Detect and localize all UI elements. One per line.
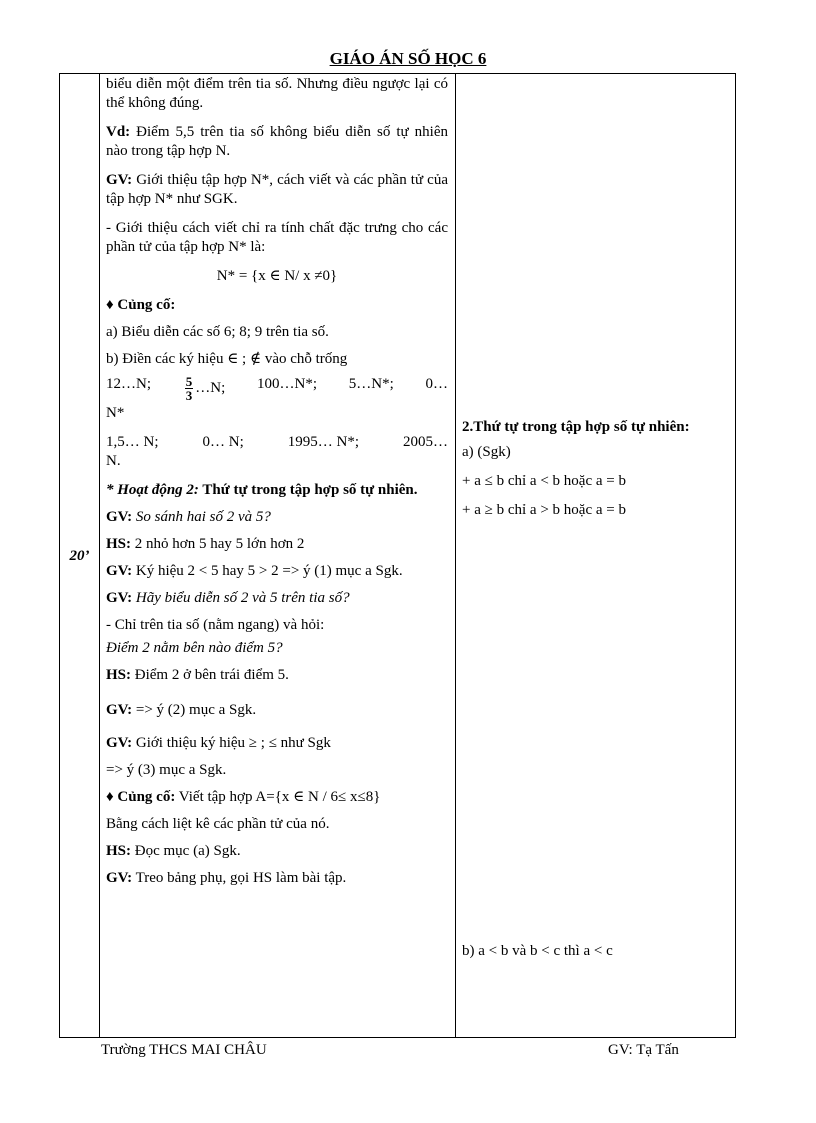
exercise-b: b) Điền các ký hiệu ∈ ; ∉ vào chỗ trống xyxy=(106,351,348,367)
vd-text: Điểm 5,5 trên tia số không biểu diễn số tự nhiên nào trong tập hợp N. xyxy=(106,124,448,159)
exercise-item: 2005… xyxy=(403,434,448,450)
gv-label: GV: xyxy=(106,563,133,579)
cung-co-text: Viết tập hợp A={x ∈ N / 6≤ x≤8} xyxy=(175,789,381,805)
student-line xyxy=(106,842,448,861)
gv-text: Giới thiệu tập hợp N*, cách viết và các phần tử của tập hợp N* như SGK. xyxy=(106,172,448,207)
set-formula: N* = {x ∈ N/ x ≠0} xyxy=(216,268,338,284)
gv-label: GV: xyxy=(106,509,133,525)
gv-text: Giới thiệu ký hiệu ≥ ; ≤ như Sgk xyxy=(132,735,331,751)
exercise-item: …N; xyxy=(195,379,226,396)
footer-teacher: GV: Tạ Tấn xyxy=(608,1042,679,1058)
activity-2-heading xyxy=(106,481,448,500)
teacher-line xyxy=(106,562,448,581)
gv-text: Hãy biểu diễn số 2 và 5 trên tia số? xyxy=(132,590,350,606)
gv-text: Ký hiệu 2 < 5 hay 5 > 2 => ý (1) mục a Sgk. xyxy=(132,563,403,579)
fraction-denominator: 3 xyxy=(185,388,193,403)
cung-co-label: ♦ Củng cố: xyxy=(106,789,176,805)
content-line: a) (Sgk) xyxy=(462,444,511,460)
column-divider xyxy=(99,74,100,1037)
column-divider xyxy=(455,74,456,1037)
gv-label: GV: xyxy=(106,870,133,886)
hs-text: 2 nhỏ hơn 5 hay 5 lớn hơn 2 xyxy=(131,536,305,552)
student-line xyxy=(106,666,448,685)
content-line: b) a < b và b < c thì a < c xyxy=(462,943,613,959)
gv-text: Treo bảng phụ, gọi HS làm bài tập. xyxy=(132,870,347,886)
cung-co-line xyxy=(106,788,448,807)
content-line: + a ≤ b chỉ a < b hoặc a = b xyxy=(462,473,626,489)
gv-label: GV: xyxy=(106,590,133,606)
exercise-a: a) Biểu diễn các số 6; 8; 9 trên tia số. xyxy=(106,324,329,340)
exercise-row-2-tail: N. xyxy=(106,453,121,469)
activity-title: Thứ tự trong tập hợp số tự nhiên. xyxy=(198,482,418,498)
exercise-row-2 xyxy=(106,433,448,452)
text-paragraph: => ý (3) mục a Sgk. xyxy=(106,762,227,778)
exercise-item: 0… xyxy=(425,376,448,392)
exercise-row-1 xyxy=(106,375,448,402)
text-paragraph: Bằng cách liệt kê các phần tử của nó. xyxy=(106,816,330,832)
hs-label: HS: xyxy=(106,843,132,859)
teacher-line xyxy=(106,869,448,888)
activity-column xyxy=(106,75,448,896)
teacher-line xyxy=(106,734,448,753)
section-heading: 2.Thứ tự trong tập hợp số tự nhiên: xyxy=(462,419,690,435)
exercise-row-1-tail: N* xyxy=(106,405,125,421)
teacher-line xyxy=(106,701,448,720)
text-paragraph: biểu diễn một điểm trên tia số. Nhưng điều ngược lại có thể không đúng. xyxy=(106,76,448,111)
content-line: + a ≥ b chỉ a > b hoặc a = b xyxy=(462,502,626,518)
exercise-item: 100…N*; xyxy=(257,376,317,392)
fraction-numerator: 5 xyxy=(185,374,193,389)
lesson-table xyxy=(59,73,736,1038)
time-cell: 20’ xyxy=(69,548,90,564)
exercise-item-fraction xyxy=(183,375,226,402)
exercise-item: 5…N*; xyxy=(348,376,394,392)
exercise-item: 0… N; xyxy=(202,434,244,450)
vd-label: Vd: xyxy=(106,124,131,140)
footer-school: Trường THCS MAI CHÂU xyxy=(101,1042,267,1058)
teacher-line xyxy=(106,508,448,527)
example-paragraph xyxy=(106,123,448,161)
exercise-item: 1995… N*; xyxy=(287,434,359,450)
gv-text: So sánh hai số 2 và 5? xyxy=(132,509,271,525)
question-line: Điểm 2 nằm bên nào điểm 5? xyxy=(106,640,283,656)
activity-label: * Hoạt động 2: xyxy=(106,482,199,498)
gv-label: GV: xyxy=(106,735,133,751)
hs-text: Điểm 2 ở bên trái điểm 5. xyxy=(131,667,289,683)
exercise-item: 12…N; xyxy=(106,376,151,392)
fraction xyxy=(185,375,194,402)
text-paragraph: - Chỉ trên tia số (nằm ngang) và hỏi: xyxy=(106,617,325,633)
teacher-line xyxy=(106,589,448,608)
hs-text: Đọc mục (a) Sgk. xyxy=(131,843,241,859)
content-column-lower xyxy=(462,942,730,971)
content-column xyxy=(462,418,730,530)
gv-label: GV: xyxy=(106,702,133,718)
student-line xyxy=(106,535,448,554)
exercise-item: 1,5… N; xyxy=(106,434,159,450)
cung-co-heading: ♦ Củng cố: xyxy=(106,297,176,313)
hs-label: HS: xyxy=(106,536,132,552)
teacher-line xyxy=(106,171,448,209)
gv-label: GV: xyxy=(106,172,133,188)
hs-label: HS: xyxy=(106,667,132,683)
gv-text: => ý (2) mục a Sgk. xyxy=(132,702,257,718)
page-title: GIÁO ÁN SỐ HỌC 6 xyxy=(329,49,487,68)
text-paragraph: - Giới thiệu cách viết chỉ ra tính chất đặc trưng cho các phần tử của tập hợp N* là: xyxy=(106,220,448,255)
